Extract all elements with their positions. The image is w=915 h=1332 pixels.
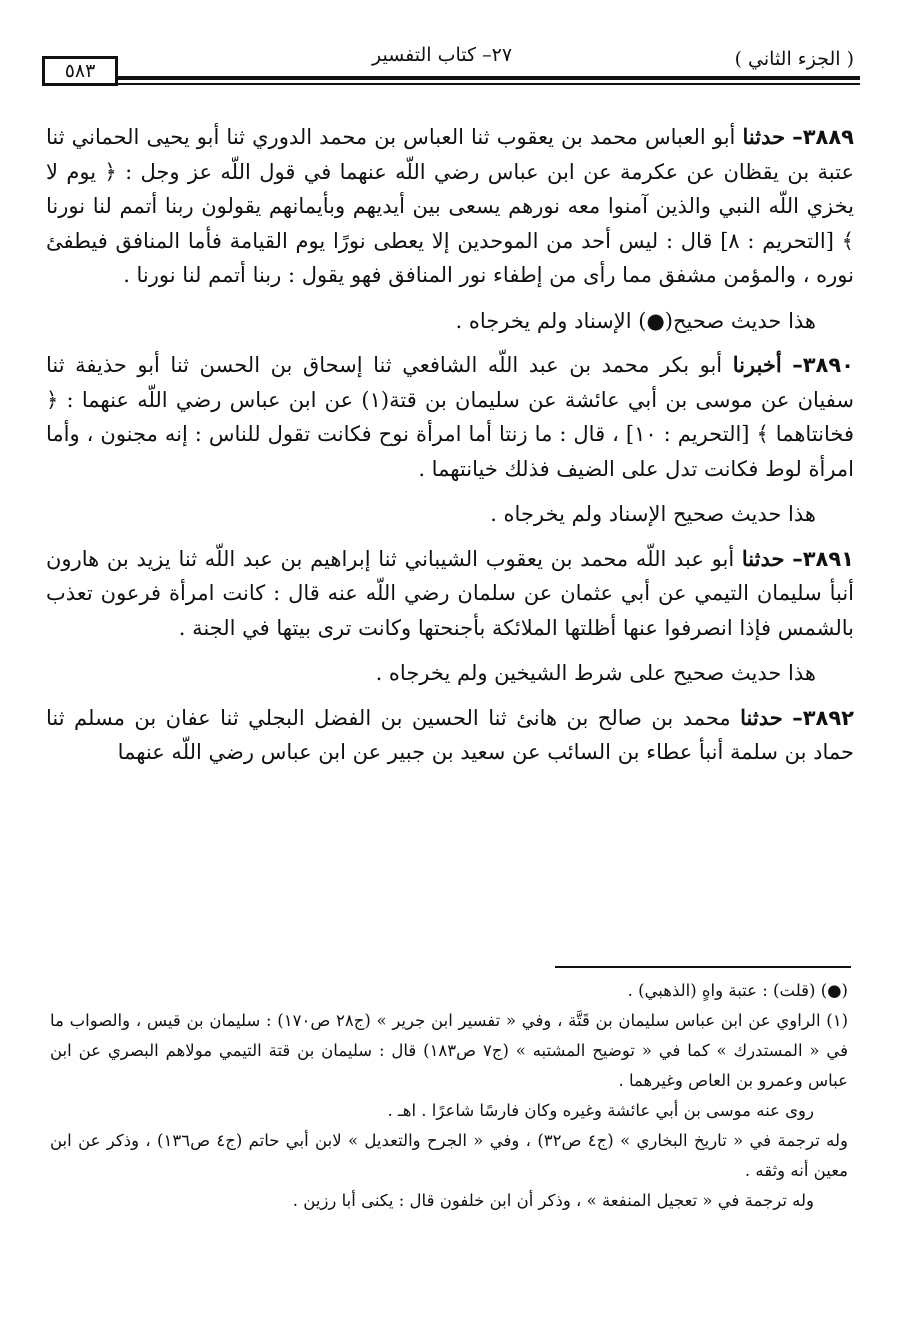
hadith-number: ٣٨٩١– [792,546,854,571]
running-header [42,38,860,96]
footnote-1-continuation: وله ترجمة في « تاريخ البخاري » (ج٤ ص٣٢) ، وفي « الجرح والتعديل » لابن أبي حاتم (ج٤ ص١٣٦) ، وذكر عن ابن معين أنه وثقه . [50,1131,848,1180]
hadith-lead-word: أخبرنا [732,352,782,377]
hadith-lead-word: حدثنا [740,704,783,730]
hadith-number: ٣٨٩٠– [792,353,854,377]
hadith-number: ٣٨٩٢– [792,705,854,730]
hadith-verdict: هذا حديث صحيح على شرط الشيخين ولم يخرجاه . [375,661,816,685]
hadith-3891 [46,542,854,646]
hadith-text: أبو عبد اللّه محمد بن يعقوب الشيباني ثنا إبراهيم بن عبد اللّه ثنا يزيد بن هارون أنبأ سليمان التيمي عن أبي عثمان عن سلمان رضي اللّه عنه قال : كانت امرأة فرعون تعذب بالشمس فإذا انصرفوا عنها أظلتها الملائكة بأجنحتها وكانت ترى بيتها في الجنة . [46,546,854,640]
hadith-lead-word: حدثنا [741,545,785,571]
book-title: ٢٧– كتاب التفسير [372,44,513,66]
footnote-1: (١) الراوي عن ابن عباس سليمان بن قَتَّة ، وفي « تفسير ابن جرير » (ج٢٨ ص١٧٠) : سليمان بن قيس ، والصواب ما في « المستدرك » كما في « توضيح المشتبه » (ج٧ ص١٨٣) قال : سليمان بن قتة التيمي مولاهم البصري عن ابن عباس وعمرو بن العاص وغيرهما . [50,1011,848,1090]
hadith-text: محمد بن صالح بن هانئ ثنا الحسين بن الفضل البجلي ثنا عفان بن مسلم ثنا حماد بن سلمة أنبأ عطاء بن السائب عن سعيد بن جبير عن ابن عباس رضي اللّه عنهما [46,705,854,764]
footnote-1-continuation: روى عنه موسى بن أبي عائشة وغيره وكان فارسًا شاعرًا . اهـ . [387,1101,814,1120]
hadith-text: أبو العباس محمد بن يعقوب ثنا العباس بن محمد الدوري ثنا أبو يحيى الحماني ثنا عتبة بن يقظان عن عكرمة عن ابن عباس رضي اللّه عنهما في قول اللّه عز وجل : ﴿ يوم لا يخزي اللّه النبي والذين آمنوا معه نورهم يسعى بين أيديهم وبأيمانهم يقولون ربنا أتمم لنا نورنا ﴾ [التحريم : ٨] قال : ليس أحد من الموحدين إلا يعطى نورًا يوم القيامة فأما المنافق فيطفئ نوره ، والمؤمن مشفق مما رأى من إطفاء نور المنافق فهو يقول : ربنا أتمم لنا نورنا . [46,125,854,287]
footnote-1-continuation: وله ترجمة في « تعجيل المنفعة » ، وذكر أن ابن خلفون قال : يكنى أبا رزين . [292,1191,814,1210]
hadith-number: ٣٨٨٩– [792,125,854,149]
page-number: ٥٨٣ [42,56,118,86]
header-rule-thin [118,83,860,85]
footnotes [50,976,848,1216]
hadith-3889 [46,120,854,293]
hadith-lead-word: حدثنا [742,124,786,149]
main-text [46,120,854,770]
hadith-3892 [46,701,854,770]
header-rule-thick [118,76,860,80]
footnote-separator [555,966,851,968]
hadith-3890 [46,348,854,486]
volume-label: ( الجزء الثاني ) [734,48,854,70]
hadith-verdict: هذا حديث صحيح(●) الإسناد ولم يخرجاه . [455,308,816,333]
hadith-verdict: هذا حديث صحيح الإسناد ولم يخرجاه . [490,502,816,526]
footnote-star: (●) (قلت) : عتبة واهٍ (الذهبي) . [627,981,848,1000]
hadith-text: أبو بكر محمد بن عبد اللّه الشافعي ثنا إسحاق بن الحسن ثنا أبو حذيفة ثنا سفيان عن موسى بن أبي عائشة عن سليمان بن قتة(١) عن ابن عباس رضي اللّه عنهما : ﴿ فخانتاهما ﴾ [التحريم : ١٠] ، قال : ما زنتا أما امرأة نوح فكانت تقول للناس : إنه مجنون ، وأما امرأة لوط فكانت تدل على الضيف فذلك خيانتهما . [46,353,854,481]
